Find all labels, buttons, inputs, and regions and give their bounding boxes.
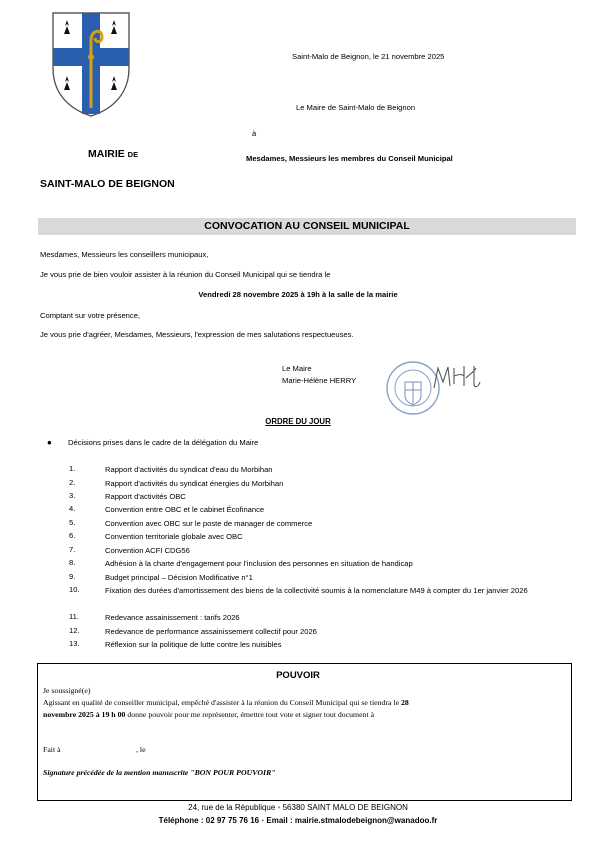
coat-of-arms-logo: [50, 10, 132, 118]
salutation: Mesdames, Messieurs les conseillers municipaux,: [40, 250, 209, 259]
agenda-item-number: 8.: [69, 558, 76, 567]
signatory-name: Marie-Hélène HERRY: [282, 376, 357, 385]
proxy-line-2: [43, 698, 409, 707]
agenda-item-number: 3.: [69, 491, 76, 500]
agenda-item-number: 12.: [69, 626, 80, 635]
footer-phone: Téléphone : 02 97 75 76 16: [158, 816, 260, 825]
meeting-details: Vendredi 28 novembre 2025 à 19h à la salle de la mairie: [198, 290, 398, 299]
proxy-line-2-text: Agissant en qualité de conseiller municipal, empêché d'assister à la réunion du Conseil Municipal qui se tiendra le: [43, 698, 400, 707]
footer-email: Email : mairie.stmalodebeignon@wanadoo.fr: [266, 816, 438, 825]
agenda-item-number: 6.: [69, 531, 76, 540]
place-date: Saint-Malo de Beignon, le 21 novembre 2025: [292, 52, 445, 61]
de-word: DE: [127, 150, 139, 159]
agenda-item-number: 7.: [69, 545, 76, 554]
agenda-item-text: Fixation des durées d'amortissement des biens de la collectivité soumis à la nomenclature M49 à compter du 1er janvier 2026: [105, 586, 528, 595]
proxy-day: 28: [401, 698, 409, 707]
closing-text: Je vous prie d'agréer, Mesdames, Messieurs, l'expression de mes salutations respectueuses.: [40, 330, 354, 339]
proxy-form-box: [37, 663, 572, 801]
agenda-item-text: Redevance de performance assainissement collectif pour 2026: [105, 627, 317, 636]
agenda-item-number: 4.: [69, 504, 76, 513]
agenda-item-number: 11.: [69, 612, 79, 621]
proxy-mention: Signature précédée de la mention manuscrite "BON POUR POUVOIR": [43, 768, 276, 777]
bullet-icon: ●: [47, 438, 52, 447]
proxy-line-3-text: donne pouvoir pour me représenter, émettre tout vote et signer tout document à: [127, 710, 375, 719]
document-title: CONVOCATION AU CONSEIL MUNICIPAL: [204, 220, 410, 232]
footer-town: 56380 SAINT MALO DE BEIGNON: [282, 803, 408, 812]
agenda-item-number: 9.: [69, 572, 76, 581]
proxy-title: POUVOIR: [276, 670, 320, 681]
delegation-decisions: Décisions prises dans le cadre de la délégation du Maire: [68, 438, 259, 447]
commune-name: SAINT-MALO DE BEIGNON: [40, 178, 175, 190]
sender: Le Maire de Saint-Malo de Beignon: [296, 103, 416, 112]
footer-separator-2: •: [261, 816, 265, 825]
footer-address: [0, 803, 596, 812]
proxy-le: , le: [136, 745, 146, 754]
footer-separator: •: [277, 803, 281, 812]
agenda-item-text: Convention avec OBC sur le poste de manager de commerce: [105, 519, 313, 528]
agenda-item-number: 1.: [69, 464, 76, 473]
agenda-item-number: 5.: [69, 518, 76, 527]
agenda-item-text: Redevance assainissement : tarifs 2026: [105, 613, 240, 622]
agenda-item-text: Convention entre OBC et le cabinet Écofinance: [105, 505, 265, 514]
agenda-item-number: 13.: [69, 639, 80, 648]
signatory-title: Le Maire: [282, 364, 312, 373]
agenda-item-text: Réflexion sur la politique de lutte contre les nuisibles: [105, 640, 282, 649]
agenda-item-text: Budget principal – Décision Modificative n°1: [105, 573, 253, 582]
footer-street: 24, rue de la République: [188, 803, 276, 812]
title-bar: [38, 218, 576, 235]
agenda-heading: ORDRE DU JOUR: [265, 417, 331, 426]
agenda-item-number: 10.: [69, 585, 80, 594]
agenda-item-number: 2.: [69, 478, 76, 487]
to-word: à: [252, 129, 257, 138]
mairie-label: [88, 148, 138, 160]
invite-text: Je vous prie de bien vouloir assister à la réunion du Conseil Municipal qui se tiendra le: [40, 270, 331, 279]
agenda-item-text: Convention ACFI CDG56: [105, 546, 190, 555]
proxy-undersigned: Je soussigné(e): [43, 686, 91, 695]
agenda-item-text: Rapport d'activités du syndicat énergies du Morbihan: [105, 479, 284, 488]
handwritten-signature: [430, 362, 482, 392]
proxy-date-time: novembre 2025 à 19 h 00: [43, 710, 126, 719]
agenda-item-text: Convention territoriale globale avec OBC: [105, 532, 243, 541]
agenda-item-text: Adhésion à la charte d'engagement pour l'inclusion des personnes en situation de handicap: [105, 559, 413, 568]
footer-contact: [0, 816, 596, 825]
proxy-fait-a: Fait à: [43, 745, 61, 754]
counting-text: Comptant sur votre présence,: [40, 311, 141, 320]
addressees: Mesdames, Messieurs les membres du Conseil Municipal: [246, 154, 453, 163]
agenda-item-text: Rapport d'activités OBC: [105, 492, 186, 501]
agenda-item-text: Rapport d'activités du syndicat d'eau du Morbihan: [105, 465, 273, 474]
proxy-line-3: [43, 710, 374, 719]
mairie-word: MAIRIE: [88, 148, 125, 160]
